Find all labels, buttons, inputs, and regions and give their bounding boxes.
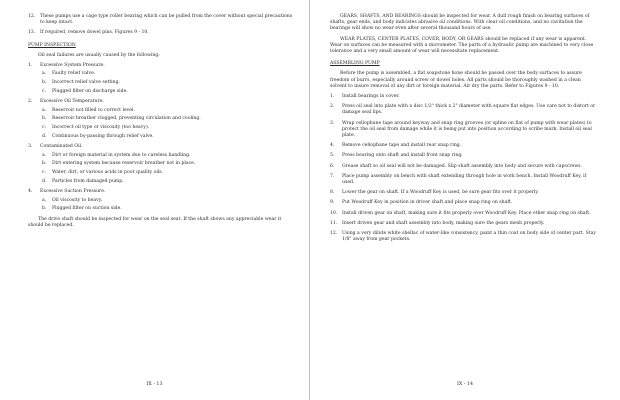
assembly-step: 11. Insert driven gear and shaft assembly into body, making sure the gears mesh properly. [330, 220, 545, 226]
cause-subitem: b. Dirt entering system because reservoir breather not in place. [42, 161, 196, 167]
closing-paragraph: The drive shaft should be inspected for wear on the seal seat. If the shaft shows any appreciable wear it should be replaced. [28, 216, 282, 228]
cause-subitem: a. Oil viscosity to heavy. [42, 197, 103, 203]
cause-subitem: c. Water, dirt, or various acids in poor quality oils. [42, 170, 164, 176]
assembly-step: 9. Put Woodruff Key in position in driver shaft and place snap ring on shaft. [330, 200, 513, 206]
cause-subitem: a. Faulty relief valve. [42, 71, 96, 77]
assembly-step: 7. Place pump assembly on bench with shaft extending through hole in work bench. Install Woodruff Key, if used. [330, 173, 587, 186]
section-intro: Oil seal failures are usually caused by the following: [38, 52, 160, 58]
section-heading: PUMP INSPECTION [28, 42, 76, 48]
cause-subitem: b. Plugged filter on suction side. [42, 206, 122, 212]
right-page [310, 0, 620, 400]
cause-subitem: d. Continuous by-passing through relief valve. [42, 133, 154, 139]
cause-subitem: c. Incorrect oil type or viscosity (too heavy). [42, 125, 150, 131]
cause-subitem: c. Plugged filter on discharge side. [42, 89, 128, 94]
cause-subitem: a. Dirt or foreign material in system due to careless handling. [42, 152, 191, 158]
assembly-step: 5. Press bearing onto shaft and install front snap ring. [330, 153, 463, 159]
cause-subitem: a. Reservoir not filled to correct level. [42, 107, 135, 113]
assembly-step: 6. Grease shaft so oil seal will not be damaged. Slip shaft assembly into body and secure with capscrews. [330, 163, 582, 169]
page-number: IX - 14 [456, 382, 474, 387]
cause-item: 2. Excessive Oil Temperature. [28, 99, 104, 105]
cause-subitem: b. Incorrect relief valve setting. [42, 80, 121, 86]
assembly-step: 4. Remove cellophane tape and install rear snap ring. [330, 143, 462, 149]
cause-subitem: b. Reservoir breather clogged, preventing circulation and cooling. [42, 116, 201, 122]
paragraph-wear-plates: WEAR PLATES, CENTER PLATES, COVER, BODY, OR GEARS should be replaced if any wear is apparent. Wear on surfaces can be measured with a micrometer. The parts of a hydraulic pump are machined to very close tolerance and a very small amount of wear will necessitate replacement. [330, 36, 594, 55]
cause-subitem: d. Particles from damaged pump. [42, 178, 124, 184]
intro-item: 12. These pumps use a cage type roller bearing which can be pulled from the cover without special precautions to keep intact. [28, 14, 293, 26]
intro-item: 13. If required, remove dowel pins, Figures 9 - 10. [28, 30, 149, 36]
cause-item: 1. Excessive System Pressure. [28, 63, 105, 69]
section-heading: ASSEMBLING PUMP [330, 61, 380, 67]
assembly-step: 12. Using a very dilute white shellac of water-like consistency, paint a thin coat on body side of center part. Stay 1/8" away from gear pockets. [330, 231, 596, 243]
cause-item: 4. Excessive Suction Pressure. [28, 189, 106, 195]
assembly-intro: Before the pump is assembled, a flat soapstone hone should be passed over the body surfaces to assure freedom of burrs, especially around screw or dowel holes. All parts should be thoroughly washed in a clean solvent to insure removal of any dirt or foreign material. Air dry the parts. Refer to Figures 9 - 10. [330, 71, 582, 89]
paragraph-gears: GEARS, SHAFTS, AND BEARINGS should be inspected for wear. A dull rough finish on bearing surfaces of shafts, gear ends, and body indicates abrasive oil conditions. With clear oil conditions, and no cavitation the bearings will show no wear even after several thousand hours of use. [330, 14, 590, 32]
assembly-step: 10. Install driven gear on shaft, making sure it fits properly over Woodruff Key. Place other snap ring on shaft. [330, 210, 591, 216]
assembly-step: 8. Lower the gear on shaft. If a Woodruff Key is used, be sure gear fits over it properly. [330, 190, 539, 196]
cause-item: 3. Contaminated Oil. [28, 144, 83, 150]
assembly-step: 1. Install bearings in cover. [330, 94, 400, 100]
assembly-step: 2. Press oil seal into plate with a disc 1/2" thick x 2" diameter with square flat edges. Use care not to distort or damage seal lips. [330, 104, 596, 116]
page-number: IX - 13 [146, 382, 163, 387]
assembly-step: 3. Wrap cellophane tape around keyway and snap ring grooves (or spline on flat of pump with wear plates) to protect the oil seal from damage while it is being put into position according to scribe mark. Install oil seal plate. [330, 120, 592, 139]
